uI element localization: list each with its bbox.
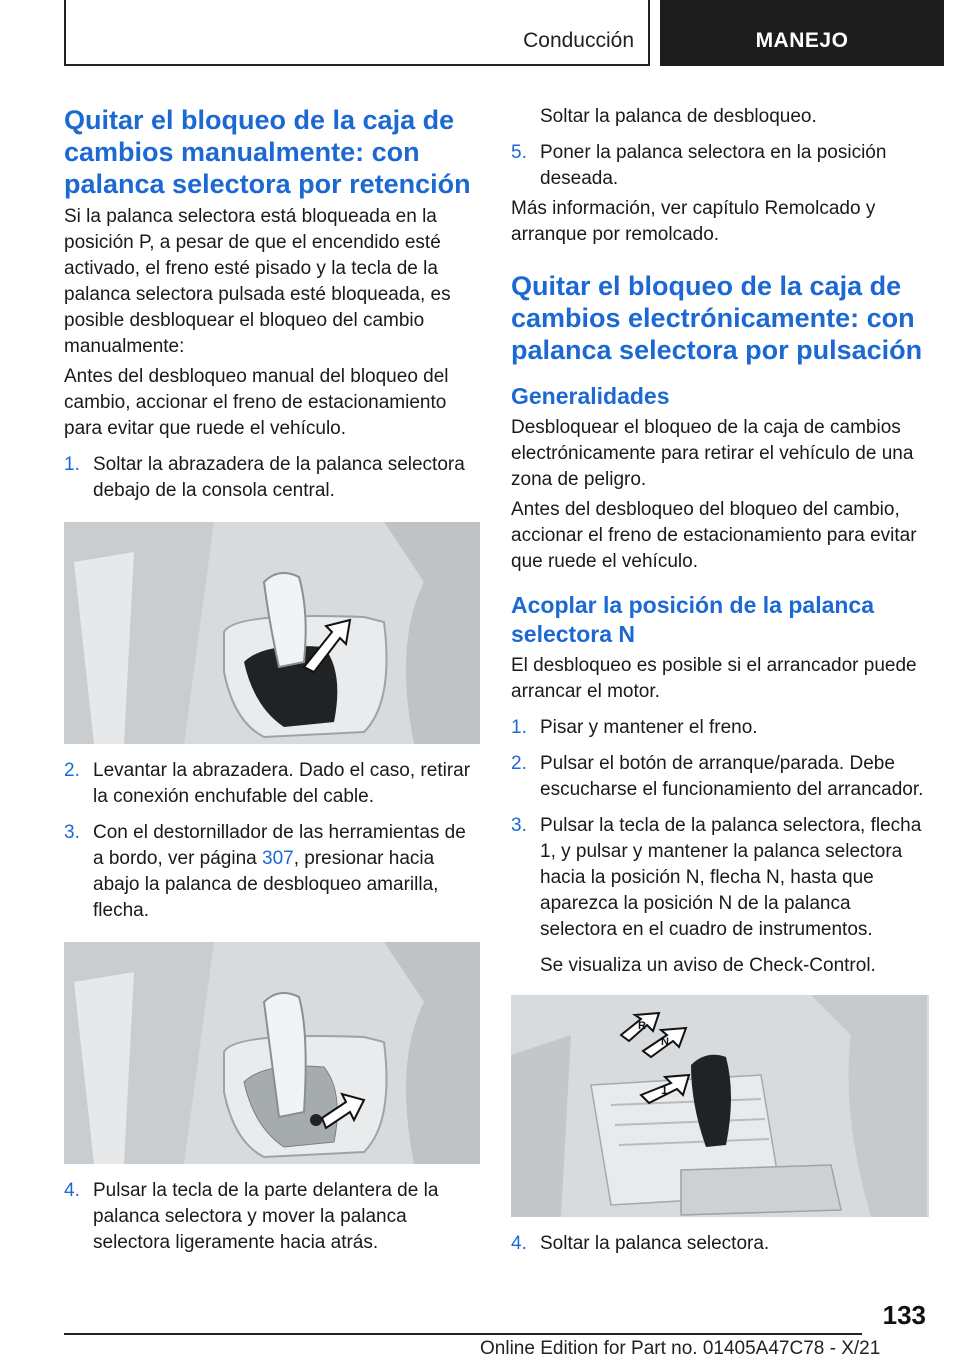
paragraph: Antes del desbloqueo del bloqueo del cambio, accionar el freno de estacionamiento para evitar que ruede el vehículo. xyxy=(511,499,917,572)
paragraph: Antes del desbloqueo manual del bloqueo del cambio, accionar el freno de estacionamiento para evitar que ruede el vehículo. xyxy=(64,366,449,439)
right-column xyxy=(511,104,929,1257)
step-number: 4. xyxy=(64,1180,80,1201)
step-item xyxy=(511,715,929,741)
page-number: 133 xyxy=(882,1300,926,1330)
section-heading-electronic-release: Quitar el bloqueo de la caja de cambios electrónicamente: con palanca selectora por pulsación xyxy=(511,271,923,365)
step-text: Soltar la palanca de desbloqueo. xyxy=(540,106,817,127)
paragraph: Más información, ver capítulo Remolcado y arranque por remolcado. xyxy=(511,198,876,245)
paragraph: Desbloquear el bloqueo de la caja de cambios electrónicamente para retirar el vehículo de una zona de peligro. xyxy=(511,417,914,490)
step-item xyxy=(511,1231,929,1257)
step-number: 3. xyxy=(511,815,527,836)
footer-rule xyxy=(64,1333,862,1335)
step-text: Pulsar el botón de arranque/parada. Debe escucharse el funcionamiento del arrancador. xyxy=(540,753,924,800)
header-chapter-tab xyxy=(660,0,944,66)
step-number: 2. xyxy=(511,753,527,774)
chapter-title: MANEJO xyxy=(755,29,849,52)
step-item xyxy=(511,813,929,979)
step-text-pre: Con el destornillador de las herramientas de a bordo, ver página xyxy=(93,822,466,869)
figure-gear-lever-console xyxy=(64,522,480,744)
page-link[interactable]: 307 xyxy=(262,848,294,869)
step-number: 5. xyxy=(511,142,527,163)
label-1: 1 xyxy=(661,1083,668,1097)
step-item xyxy=(64,1178,480,1256)
step-item xyxy=(64,758,480,810)
step-continuation xyxy=(511,104,929,130)
paragraph: Si la palanca selectora está bloqueada en la posición P, a pesar de que el encendido esté activado, el freno esté pisado y la tecla de la palanca selectora pulsada esté bloqueada, es posible desbloquear el bloqueo del cambio manualmente: xyxy=(64,206,451,357)
paragraph: El desbloqueo es posible si el arrancador puede arrancar el motor. xyxy=(511,655,917,702)
step-item xyxy=(511,140,929,192)
section-heading-manual-release: Quitar el bloqueo de la caja de cambios manualmente: con palanca selectora por retención xyxy=(64,105,471,199)
label-r: R xyxy=(638,1020,646,1032)
header-section-tab xyxy=(64,0,650,66)
step-item xyxy=(511,751,929,803)
step-item xyxy=(64,452,480,504)
subheading-engage-n: Acoplar la posición de la palanca selectora N xyxy=(511,592,875,647)
step-number: 1. xyxy=(64,454,80,475)
step-text: Soltar la abrazadera de la palanca selectora debajo de la consola central. xyxy=(93,454,465,501)
step-note: Se visualiza un aviso de Check-Control. xyxy=(540,955,876,976)
footer-edition-text: Online Edition for Part no. 01405A47C78 - X/21 xyxy=(480,1338,881,1359)
figure-release-lever xyxy=(64,942,480,1164)
step-text: Soltar la palanca selectora. xyxy=(540,1233,770,1254)
step-number: 1. xyxy=(511,717,527,738)
step-text: Pulsar la tecla de la palanca selectora, flecha 1, y pulsar y mantener la palanca selectora hacia la posición N, flecha N, hasta que aparezca la posición N de la palanca selectora en el cuadro de instrumentos. xyxy=(540,815,922,940)
step-text: Levantar la abrazadera. Dado el caso, retirar la conexión enchufable del cable. xyxy=(93,760,471,807)
left-column xyxy=(64,104,480,1256)
step-text: Poner la palanca selectora en la posición deseada. xyxy=(540,142,887,189)
subheading-general: Generalidades xyxy=(511,383,670,409)
step-text-post: , presionar hacia abajo la palanca de desbloqueo amarilla, flecha. xyxy=(93,848,439,921)
figure-selector-lever-n xyxy=(511,995,929,1217)
step-number: 2. xyxy=(64,760,80,781)
step-item xyxy=(64,820,480,924)
section-title: Conducción xyxy=(523,29,634,52)
step-text: Pulsar la tecla de la parte delantera de la palanca selectora y mover la palanca selectora ligeramente hacia atrás. xyxy=(93,1180,439,1253)
step-number: 3. xyxy=(64,822,80,843)
step-text: Pisar y mantener el freno. xyxy=(540,717,758,738)
step-number: 4. xyxy=(511,1233,527,1254)
label-n: N xyxy=(661,1036,669,1048)
